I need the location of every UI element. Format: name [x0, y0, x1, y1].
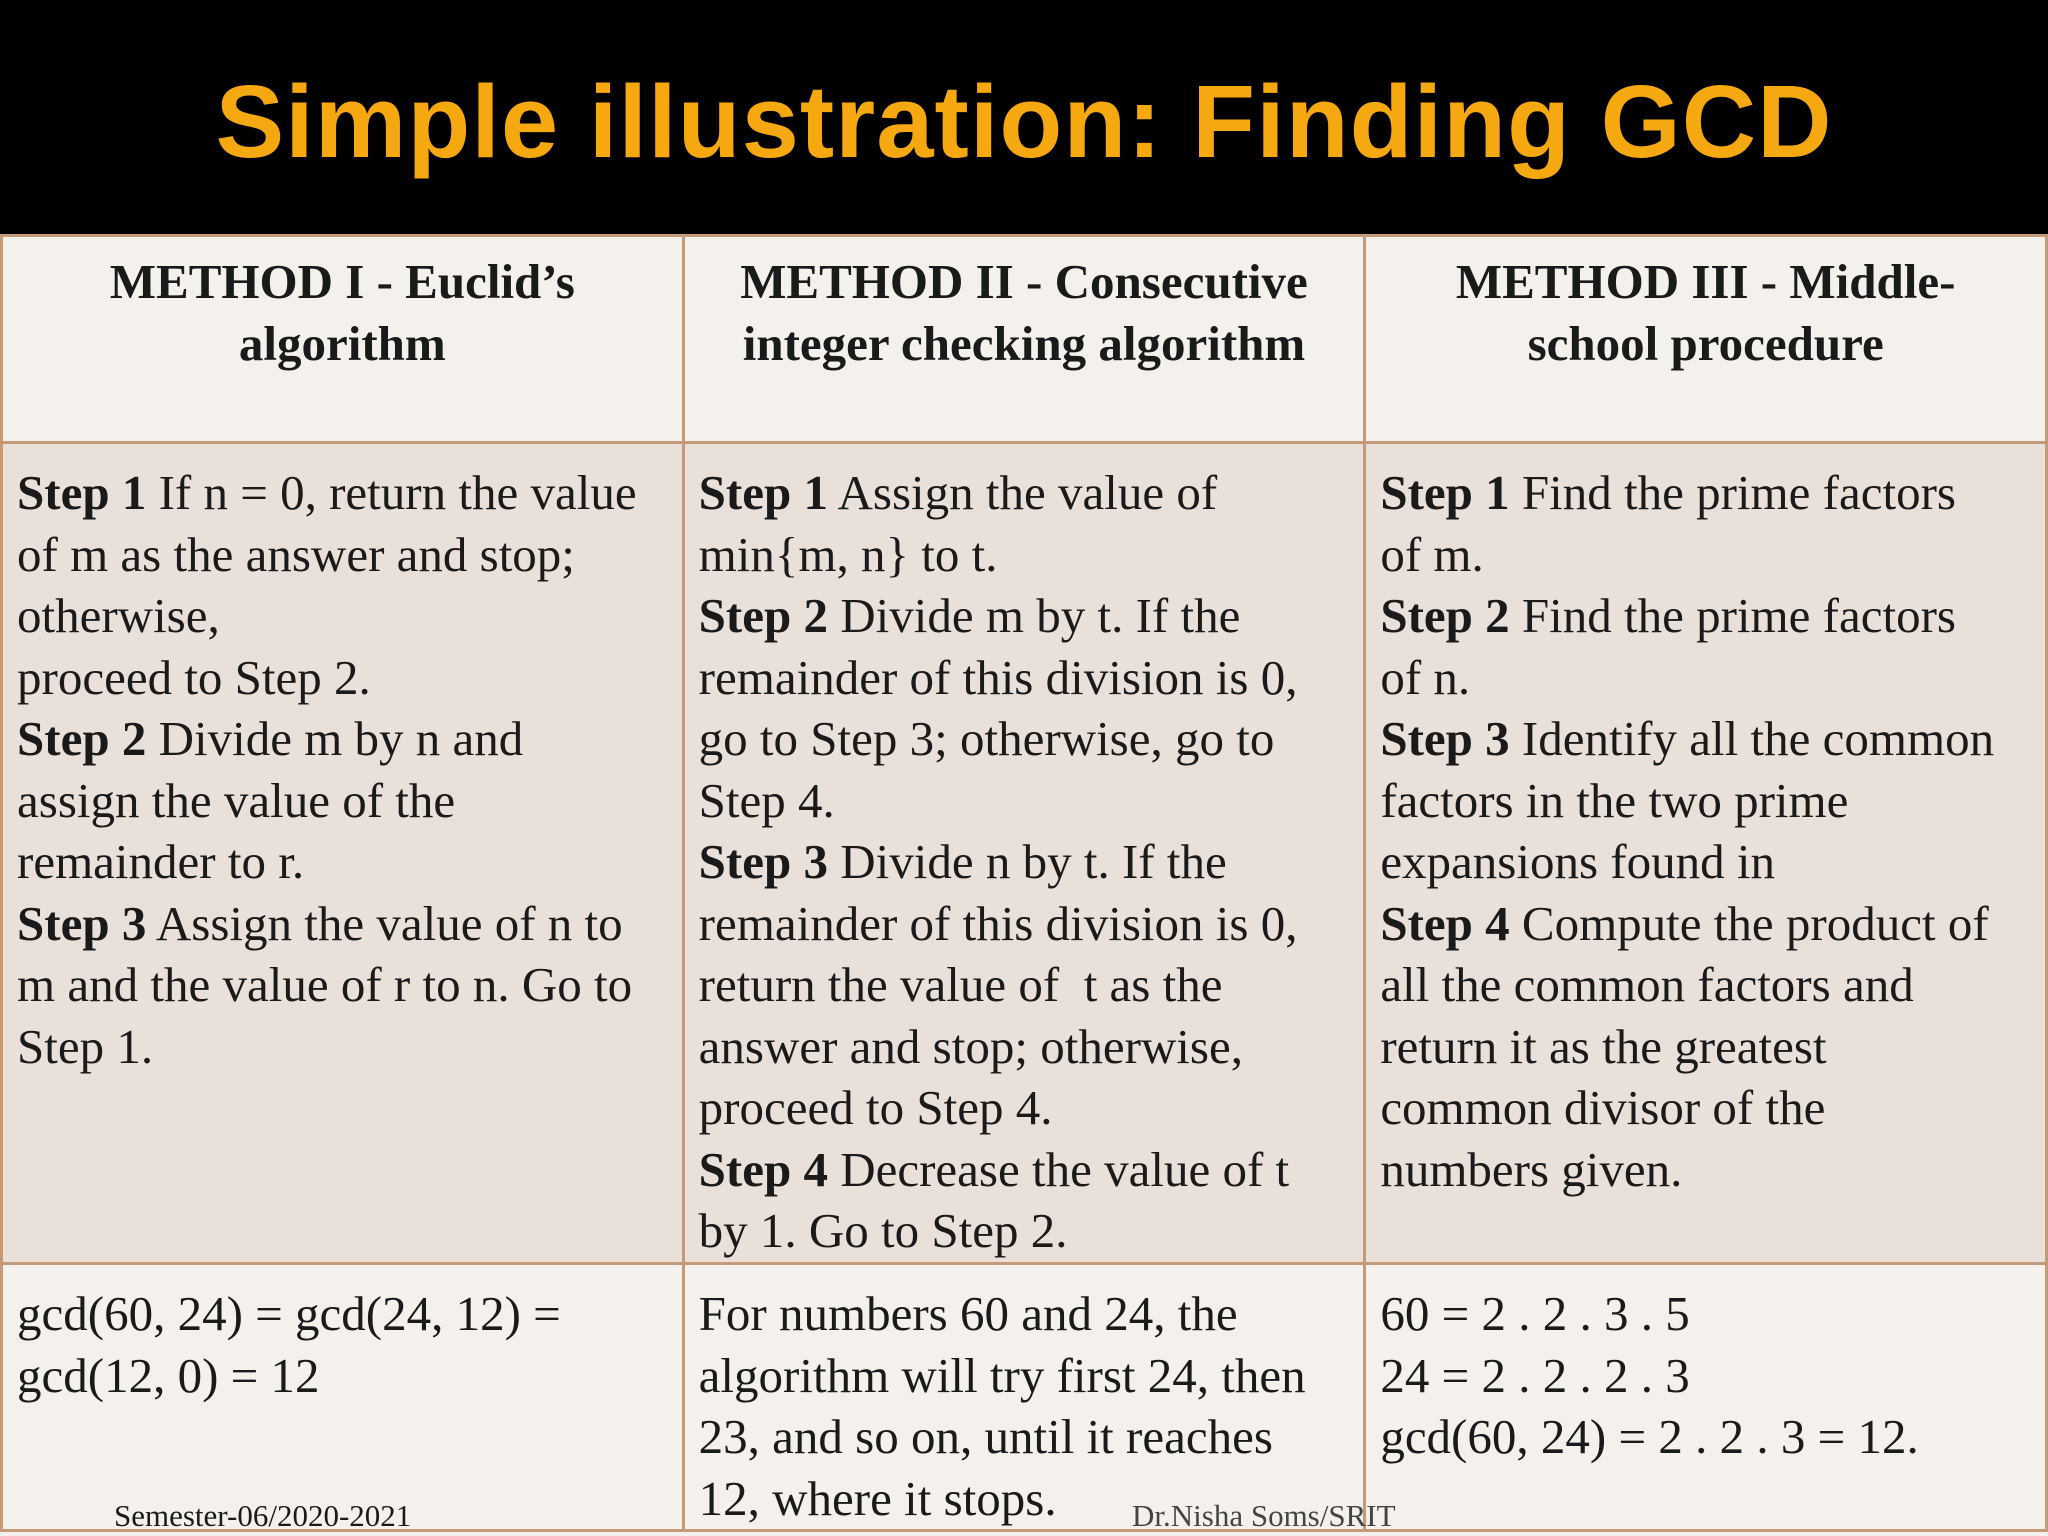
- step-text: factors in the two prime: [1380, 772, 1849, 828]
- step-line: [1380, 1139, 2035, 1201]
- example-row: [2, 1264, 2047, 1531]
- step-text: Decrease the value of t: [827, 1141, 1290, 1197]
- footer-author: Dr.Nisha Soms/SRIT: [1132, 1498, 1396, 1533]
- step-line: [1380, 954, 2035, 1016]
- step-line: [17, 770, 672, 832]
- step-line: [1380, 708, 2035, 770]
- step-text: remainder of this division is 0,: [698, 895, 1298, 951]
- step-line: [1380, 462, 2035, 524]
- step-line: [1380, 893, 2035, 955]
- example-line: 60 = 2 . 2 . 3 . 5: [1380, 1286, 1690, 1341]
- step-line: [1380, 524, 2035, 586]
- step-line: [699, 831, 1354, 893]
- step-text: Divide m by t. If the: [827, 588, 1241, 643]
- slide-title: Simple illustration: Finding GCD: [215, 64, 1833, 179]
- step-text: Assign the value of n to: [146, 895, 623, 951]
- step-text: go to Step 3; otherwise, go to: [698, 711, 1275, 766]
- step-text: by 1. Go to Step 2.: [698, 1203, 1068, 1258]
- step-line: [1380, 770, 2035, 832]
- step-line: [17, 708, 672, 770]
- step-label: Step 4: [698, 1141, 828, 1197]
- step-text: Step 1.: [17, 1018, 154, 1074]
- gcd-methods-table: [0, 234, 2048, 1532]
- footer-semester: Semester-06/2020-2021: [114, 1498, 412, 1533]
- step-line: [17, 1016, 672, 1078]
- step-text: Find the prime factors: [1509, 588, 1956, 643]
- step-line: [699, 1016, 1354, 1078]
- step-text: Divide m by n and: [146, 711, 524, 766]
- step-line: [699, 1139, 1354, 1201]
- step-text: all the common factors and: [1380, 957, 1914, 1012]
- header-row: [2, 236, 2047, 443]
- step-line: [1380, 585, 2035, 647]
- example-line: For numbers 60 and 24, the: [698, 1286, 1238, 1341]
- step-label: Step 1: [17, 465, 147, 520]
- step-line: [699, 647, 1354, 709]
- step-text: Find the prime factors: [1509, 465, 1956, 520]
- step-line: [1380, 647, 2035, 709]
- step-text: answer and stop; otherwise,: [698, 1018, 1243, 1074]
- step-line: [1380, 1016, 2035, 1078]
- step-label: Step 2: [698, 588, 828, 643]
- step-line: [699, 1077, 1354, 1139]
- step-line: [17, 647, 672, 709]
- step-line: [699, 462, 1354, 524]
- step-text: assign the value of the: [17, 772, 456, 828]
- step-text: min{m, n} to t.: [698, 526, 998, 582]
- example-line: 23, and so on, until it reaches: [698, 1409, 1273, 1464]
- step-text: Identify all the common: [1509, 711, 1995, 766]
- example-line: 12, where it stops.: [698, 1470, 1057, 1526]
- step-label: Step 2: [17, 711, 147, 766]
- step-text: Step 4.: [698, 772, 835, 828]
- example-method-1: [2, 1264, 684, 1531]
- step-line: [17, 831, 672, 893]
- title-bar: [0, 0, 2048, 234]
- header-method-3: METHOD III - Middle- school procedure: [1365, 236, 2047, 443]
- step-label: Step 4: [1380, 895, 1510, 951]
- example-line: gcd(60, 24) = gcd(24, 12) =: [17, 1286, 561, 1341]
- step-text: proceed to Step 4.: [698, 1080, 1053, 1135]
- step-line: [699, 524, 1354, 586]
- step-line: [17, 524, 672, 586]
- step-text: remainder of this division is 0,: [698, 649, 1298, 705]
- step-line: [1380, 1077, 2035, 1139]
- steps-method-3: [1365, 443, 2047, 1264]
- steps-row: [2, 443, 2047, 1264]
- step-text: numbers given.: [1380, 1141, 1683, 1197]
- step-text: common divisor of the: [1380, 1080, 1826, 1135]
- step-line: [17, 462, 672, 524]
- step-line: [699, 893, 1354, 955]
- step-line: [17, 585, 672, 647]
- example-method-3: [1365, 1264, 2047, 1531]
- header-method-1: METHOD I - Euclid’s algorithm: [2, 236, 684, 443]
- comparison-table-container: [0, 234, 2048, 1536]
- step-text: Divide n by t. If the: [827, 834, 1227, 889]
- step-line: [17, 954, 672, 1016]
- step-line: [699, 585, 1354, 647]
- step-label: Step 2: [1380, 588, 1510, 643]
- step-line: [699, 708, 1354, 770]
- step-label: Step 3: [698, 834, 828, 889]
- step-text: of n.: [1380, 649, 1471, 705]
- example-line: gcd(12, 0) = 12: [17, 1347, 320, 1403]
- step-text: If n = 0, return the value: [146, 465, 637, 520]
- step-text: m and the value of r to n. Go to: [17, 957, 633, 1012]
- step-text: expansions found in: [1380, 834, 1775, 889]
- step-text: remainder to r.: [17, 834, 305, 889]
- example-line: 24 = 2 . 2 . 2 . 3: [1380, 1347, 1690, 1403]
- step-line: [699, 770, 1354, 832]
- step-text: of m as the answer and stop;: [17, 526, 575, 582]
- step-line: [17, 893, 672, 955]
- step-text: proceed to Step 2.: [17, 649, 371, 705]
- step-line: [699, 954, 1354, 1016]
- step-label: Step 1: [1380, 465, 1510, 520]
- step-text: return the value of t as the: [698, 957, 1223, 1012]
- steps-method-2: [683, 443, 1365, 1264]
- steps-method-1: [2, 443, 684, 1264]
- example-line: gcd(60, 24) = 2 . 2 . 3 = 12.: [1380, 1409, 1919, 1464]
- step-text: Compute the product of: [1509, 895, 1989, 951]
- step-line: [1380, 831, 2035, 893]
- step-text: Assign the value of: [827, 465, 1218, 520]
- example-line: algorithm will try first 24, then: [698, 1347, 1306, 1403]
- example-method-2: [683, 1264, 1365, 1531]
- header-method-2: METHOD II - Consecutive integer checking algorithm: [683, 236, 1365, 443]
- step-text: otherwise,: [17, 588, 220, 643]
- step-label: Step 3: [1380, 711, 1510, 766]
- step-label: Step 1: [698, 465, 828, 520]
- step-text: return it as the greatest: [1380, 1018, 1827, 1074]
- step-text: of m.: [1380, 526, 1484, 582]
- step-line: [699, 1200, 1354, 1262]
- step-label: Step 3: [17, 895, 147, 951]
